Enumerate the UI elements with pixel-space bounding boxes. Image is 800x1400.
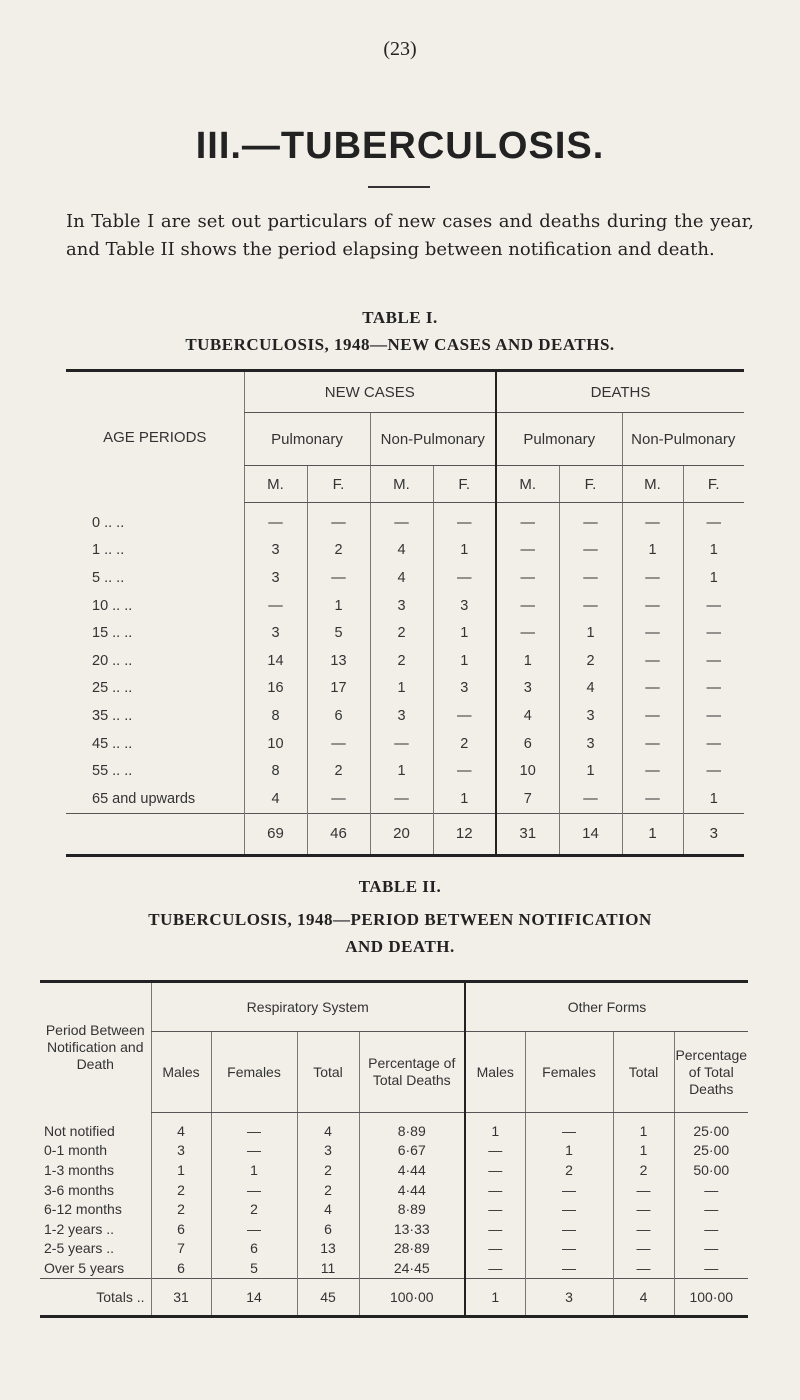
value-cell: — [307,503,370,537]
total-cell: 46 [307,813,370,855]
value-cell: 8·89 [359,1113,465,1141]
value-cell: — [211,1141,297,1161]
value-cell: — [433,564,496,592]
age-period-cell: 35 .. .. [92,707,133,724]
col-f: F. [307,466,370,503]
age-period-cell: 1 .. .. [92,542,125,559]
value-cell: — [674,1258,748,1278]
deaths-header: DEATHS [496,371,744,413]
table-row [40,1219,748,1239]
value-cell: — [244,592,307,620]
col-males: Males [465,1032,525,1113]
value-cell: — [525,1239,613,1259]
value-cell: 6 [211,1239,297,1259]
age-period-cell: 0 .. .. [92,514,125,531]
table2-label: TABLE II. [358,877,442,896]
value-cell: 3 [244,564,307,592]
value-cell: — [496,537,559,565]
page-number: (23) [383,38,417,60]
value-cell: 2 [307,537,370,565]
age-period-cell: 20 .. .. [92,652,133,669]
value-cell: — [525,1199,613,1219]
value-cell: — [622,702,683,730]
value-cell: — [683,675,744,703]
total-cell: 45 [297,1278,359,1316]
value-cell: — [465,1219,525,1239]
value-cell: — [496,592,559,620]
nc-non-pulmonary-header: Non-Pulmonary [370,413,496,466]
age-period-cell: 5 .. .. [92,569,125,586]
value-cell: 6·67 [359,1141,465,1161]
value-cell: 2 [307,757,370,785]
value-cell: 6 [297,1219,359,1239]
value-cell: — [465,1258,525,1278]
col-m: M. [496,466,559,503]
value-cell: — [433,503,496,537]
table-row [66,702,744,730]
value-cell: — [496,564,559,592]
value-cell: — [307,730,370,758]
total-cell: 31 [151,1278,211,1316]
col-males: Males [151,1032,211,1113]
total-cell: 31 [496,813,559,855]
value-cell: — [674,1219,748,1239]
value-cell: — [683,647,744,675]
table-row [66,592,744,620]
value-cell: 8 [244,702,307,730]
value-cell: — [525,1113,613,1141]
value-cell: — [622,785,683,813]
value-cell: 4 [370,537,433,565]
value-cell: — [496,619,559,647]
total-cell: 20 [370,813,433,855]
value-cell: 6 [151,1258,211,1278]
value-cell: — [559,785,622,813]
age-periods-header: AGE PERIODS [103,428,207,446]
value-cell: 1 [307,592,370,620]
value-cell: — [465,1199,525,1219]
value-cell: 1 [433,647,496,675]
value-cell: 28·89 [359,1239,465,1259]
value-cell: — [683,592,744,620]
age-period-cell: 65 and upwards [92,790,196,807]
value-cell: — [559,503,622,537]
age-period-cell: 10 .. .. [92,597,133,614]
value-cell: 14 [244,647,307,675]
table-row [40,1258,748,1278]
value-cell: — [622,730,683,758]
total-cell: 14 [211,1278,297,1316]
value-cell: — [674,1180,748,1200]
value-cell: 3 [370,702,433,730]
value-cell: 13 [307,647,370,675]
period-cell: Over 5 years [44,1259,125,1276]
value-cell: — [465,1239,525,1259]
value-cell: — [496,503,559,537]
total-cell: 14 [559,813,622,855]
table-row [66,675,744,703]
value-cell: 2 [297,1180,359,1200]
col-total: Total [613,1032,674,1113]
value-cell: 1 [433,537,496,565]
value-cell: 3 [496,675,559,703]
table-row [40,1199,748,1219]
value-cell: 13 [297,1239,359,1259]
value-cell: 3 [297,1141,359,1161]
value-cell: — [433,702,496,730]
total-cell: 100·00 [359,1278,465,1316]
value-cell: 3 [559,702,622,730]
value-cell: — [683,730,744,758]
value-cell: 1 [525,1141,613,1161]
value-cell: — [674,1199,748,1219]
value-cell: 17 [307,675,370,703]
value-cell: — [622,564,683,592]
value-cell: — [613,1199,674,1219]
value-cell: — [622,592,683,620]
value-cell: 7 [496,785,559,813]
value-cell: — [622,757,683,785]
value-cell: 8 [244,757,307,785]
value-cell: 4·44 [359,1160,465,1180]
value-cell: 3 [370,592,433,620]
value-cell: 13·33 [359,1219,465,1239]
table-row [40,1239,748,1259]
value-cell: 4 [244,785,307,813]
value-cell: 6 [496,730,559,758]
value-cell: 2 [525,1160,613,1180]
value-cell: 1 [683,785,744,813]
value-cell: — [622,675,683,703]
col-m: M. [622,466,683,503]
value-cell: 2 [613,1160,674,1180]
value-cell: — [559,592,622,620]
value-cell: 1 [683,537,744,565]
title-rule [368,186,430,188]
age-period-cell: 25 .. .. [92,680,133,697]
table-row [66,503,744,537]
value-cell: 7 [151,1239,211,1259]
value-cell: — [465,1141,525,1161]
age-period-cell: 15 .. .. [92,625,133,642]
table2-notification-death [40,980,748,1318]
value-cell: — [244,503,307,537]
value-cell: 4 [297,1199,359,1219]
value-cell: 1 [559,619,622,647]
value-cell: 3 [433,592,496,620]
value-cell: — [613,1258,674,1278]
value-cell: — [525,1219,613,1239]
table-row [66,564,744,592]
value-cell: 5 [307,619,370,647]
value-cell: 1 [370,757,433,785]
value-cell: 1 [433,785,496,813]
totals-label: Totals .. [40,1278,151,1316]
period-cell: Not notified [44,1122,115,1139]
value-cell: — [370,730,433,758]
col-females: Females [525,1032,613,1113]
age-period-cell: 55 .. .. [92,763,133,780]
value-cell: 24·45 [359,1258,465,1278]
value-cell: 2 [211,1199,297,1219]
value-cell: — [370,503,433,537]
value-cell: — [307,564,370,592]
value-cell: 4 [559,675,622,703]
value-cell: 1 [613,1113,674,1141]
value-cell: 2 [433,730,496,758]
value-cell: — [559,537,622,565]
value-cell: 2 [559,647,622,675]
value-cell: 3 [433,675,496,703]
page-title: III.—TUBERCULOSIS. [195,125,605,167]
period-cell: 0-1 month [44,1142,108,1159]
table2-caption-line2: AND DEATH. [345,937,455,956]
d-pulmonary-header: Pulmonary [496,413,622,466]
value-cell: — [622,619,683,647]
table-row [66,619,744,647]
value-cell: 1 [559,757,622,785]
value-cell: 11 [297,1258,359,1278]
value-cell: 3 [559,730,622,758]
value-cell: — [211,1219,297,1239]
col-percentage: Percentage of Total Deaths [359,1032,465,1113]
value-cell: — [465,1180,525,1200]
table-row [40,1160,748,1180]
intro-paragraph: In Table I are set out particulars of new cases and deaths during the year, and Table II shows the period elapsing between notification and death. [66,211,754,260]
total-cell: 12 [433,813,496,855]
value-cell: 1 [613,1141,674,1161]
table1-label: TABLE I. [362,308,438,327]
period-cell: 2-5 years .. [44,1240,115,1257]
col-females: Females [211,1032,297,1113]
total-cell: 69 [244,813,307,855]
value-cell: — [465,1160,525,1180]
nc-pulmonary-header: Pulmonary [244,413,370,466]
respiratory-header: Respiratory System [151,982,465,1032]
table-row [66,537,744,565]
value-cell: — [433,757,496,785]
table1-new-cases-deaths [66,369,744,857]
col-m: M. [244,466,307,503]
value-cell: 50·00 [674,1160,748,1180]
value-cell: 4 [496,702,559,730]
value-cell: 3 [244,619,307,647]
table-row [40,1141,748,1161]
period-cell: 1-3 months [44,1161,115,1178]
table1-caption: TUBERCULOSIS, 1948—NEW CASES AND DEATHS. [185,335,615,354]
value-cell: 1 [370,675,433,703]
value-cell: — [683,503,744,537]
value-cell: 4 [151,1113,211,1141]
period-cell: 6-12 months [44,1201,122,1218]
value-cell: 1 [496,647,559,675]
table-row [66,730,744,758]
value-cell: 8·89 [359,1199,465,1219]
totals-label-cell [66,813,244,855]
d-non-pulmonary-header: Non-Pulmonary [622,413,744,466]
value-cell: 3 [151,1141,211,1161]
table-row [40,1113,748,1141]
value-cell: 3 [244,537,307,565]
table2-caption-line1: TUBERCULOSIS, 1948—PERIOD BETWEEN NOTIFICATION [148,910,652,929]
period-cell: 1-2 years .. [44,1220,115,1237]
value-cell: — [307,785,370,813]
value-cell: — [683,757,744,785]
total-cell: 4 [613,1278,674,1316]
value-cell: 6 [151,1219,211,1239]
value-cell: 16 [244,675,307,703]
value-cell: — [613,1219,674,1239]
value-cell: — [211,1180,297,1200]
table-row [66,757,744,785]
col-f: F. [559,466,622,503]
value-cell: 1 [465,1113,525,1141]
value-cell: 1 [433,619,496,647]
total-cell: 1 [622,813,683,855]
col-total: Total [297,1032,359,1113]
value-cell: 25·00 [674,1113,748,1141]
value-cell: — [613,1239,674,1259]
value-cell: 1 [683,564,744,592]
age-period-cell: 45 .. .. [92,735,133,752]
value-cell: 5 [211,1258,297,1278]
value-cell: — [683,619,744,647]
value-cell: — [370,785,433,813]
value-cell: — [525,1180,613,1200]
value-cell: 4 [297,1113,359,1141]
value-cell: — [525,1258,613,1278]
total-cell: 100·00 [674,1278,748,1316]
period-cell: 3-6 months [44,1181,115,1198]
value-cell: 2 [297,1160,359,1180]
value-cell: 2 [151,1180,211,1200]
col-m: M. [370,466,433,503]
value-cell: 2 [151,1199,211,1219]
col-f: F. [683,466,744,503]
value-cell: 2 [370,647,433,675]
value-cell: 4 [370,564,433,592]
value-cell: — [559,564,622,592]
table-row [66,785,744,813]
value-cell: — [613,1180,674,1200]
value-cell: — [683,702,744,730]
col-percentage: Percentage of Total Deaths [674,1032,748,1113]
total-cell: 3 [683,813,744,855]
table-row [66,647,744,675]
value-cell: 4·44 [359,1180,465,1200]
value-cell: — [211,1113,297,1141]
new-cases-header: NEW CASES [244,371,496,413]
value-cell: 10 [244,730,307,758]
value-cell: 1 [622,537,683,565]
other-forms-header: Other Forms [465,982,748,1032]
value-cell: — [622,647,683,675]
value-cell: — [674,1239,748,1259]
value-cell: 1 [151,1160,211,1180]
value-cell: 1 [211,1160,297,1180]
total-cell: 3 [525,1278,613,1316]
total-cell: 1 [465,1278,525,1316]
value-cell: 6 [307,702,370,730]
value-cell: 25·00 [674,1141,748,1161]
col-f: F. [433,466,496,503]
table-row [40,1180,748,1200]
value-cell: — [622,503,683,537]
period-header: Period Between Notification and Death [45,1022,145,1073]
value-cell: 10 [496,757,559,785]
value-cell: 2 [370,619,433,647]
